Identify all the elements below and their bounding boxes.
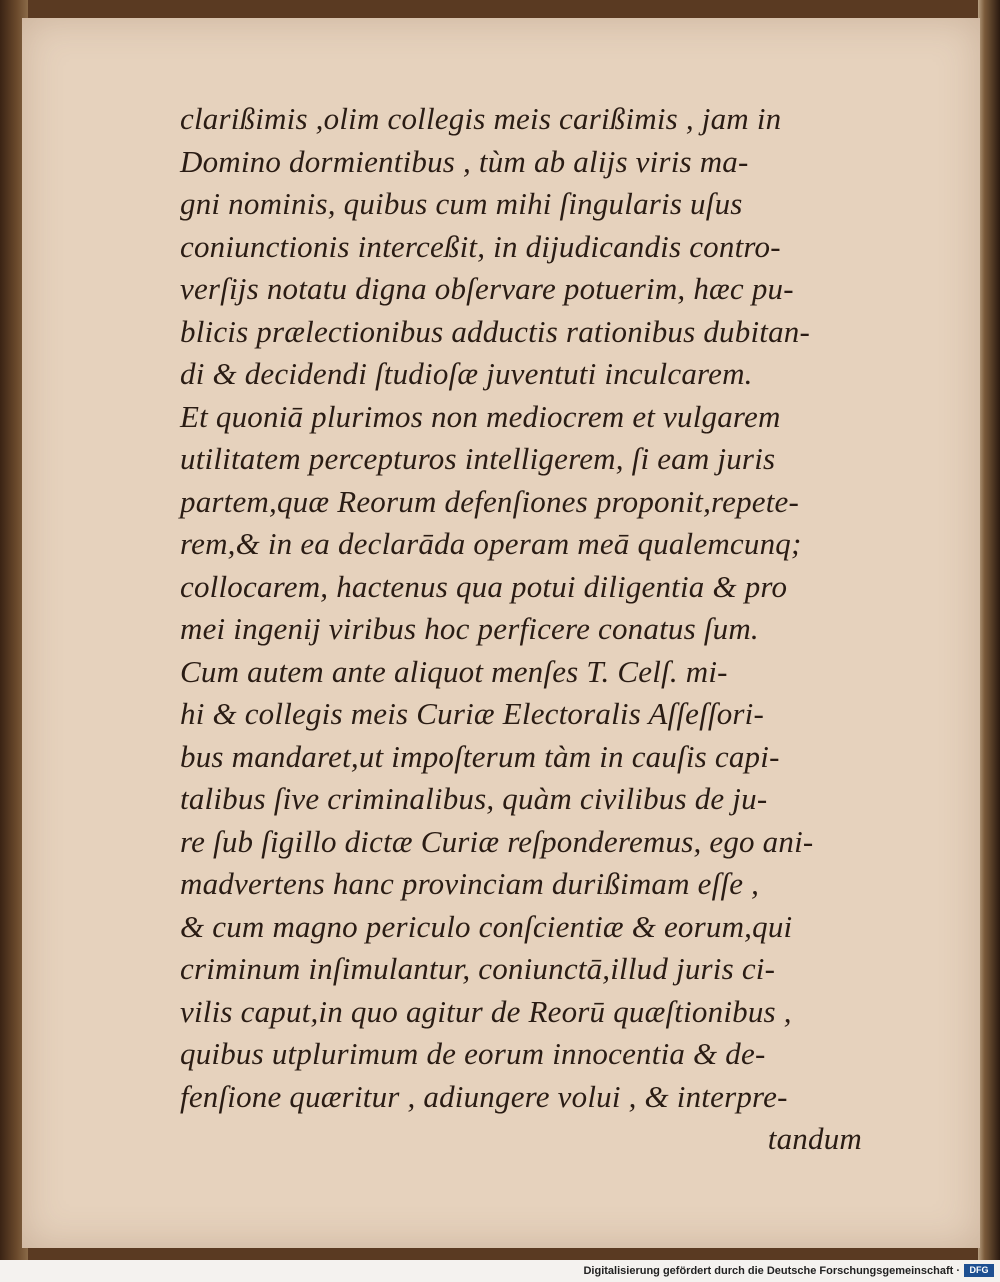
text-line: coniunctionis interceßit, in dijudicandis contro-	[180, 228, 781, 264]
footer-bar	[0, 1260, 1000, 1282]
text-line: vilis caput,in quo agitur de Reorū quæſtionibus ,	[180, 993, 792, 1029]
page-text-block	[180, 98, 870, 1161]
page-edge-right	[978, 0, 1000, 1260]
text-line: verſijs notatu digna obſervare potuerim, hæc pu-	[180, 271, 794, 306]
text-line: mei ingenij viribus hoc perficere conatus ſum.	[180, 611, 759, 646]
text-line: fenſione quæritur , adiungere volui , & interpre-	[180, 1078, 788, 1114]
text-line: rem,& in ea declarāda operam meā qualemcunq;	[180, 526, 802, 561]
text-line: partem,quæ Reorum defenſiones proponit,repete-	[180, 483, 800, 519]
text-line: re ſub ſigillo dictæ Curiæ reſponderemus, ego ani-	[180, 823, 814, 859]
text-line: bus mandaret,ut impoſterum tàm in cauſis capi-	[180, 738, 780, 774]
text-line: Cum autem ante aliquot menſes T. Celſ. mi-	[180, 653, 728, 689]
text-line: gni nominis, quibus cum mihi ſingularis uſus	[180, 186, 743, 221]
text-line: hi & collegis meis Curiæ Electoralis Aſſeſſori-	[180, 696, 765, 731]
text-line: Et quoniā plurimos non mediocrem et vulgarem	[180, 398, 781, 434]
catchword: tandum	[767, 1121, 862, 1156]
text-line: collocarem, hactenus qua potui diligentia & pro	[180, 568, 788, 604]
text-line: utilitatem percepturos intelligerem, ſi eam juris	[180, 441, 776, 476]
text-line: quibus utplurimum de eorum innocentia & de-	[180, 1036, 766, 1071]
text-line: talibus ſive criminalibus, quàm civilibus de ju-	[180, 781, 768, 816]
text-line: clarißimis ,olim collegis meis carißimis , jam in	[180, 101, 782, 136]
text-line: madvertens hanc provinciam durißimam eſſe ,	[180, 866, 760, 901]
funding-credit: Digitalisierung gefördert durch die Deutsche Forschungsgemeinschaft ·	[583, 1265, 960, 1277]
text-line: Domino dormientibus , tùm ab alijs viris ma-	[180, 143, 749, 179]
text-line: blicis prælectionibus adductis rationibus dubitan-	[180, 313, 810, 349]
dfg-logo: DFG	[964, 1264, 994, 1277]
text-line: criminum inſimulantur, coniunctā,illud juris ci-	[180, 951, 776, 986]
text-line: di & decidendi ſtudioſæ juventuti inculcarem.	[180, 356, 753, 391]
text-line: & cum magno periculo conſcientiæ & eorum,qui	[180, 908, 793, 944]
book-page	[22, 18, 980, 1248]
